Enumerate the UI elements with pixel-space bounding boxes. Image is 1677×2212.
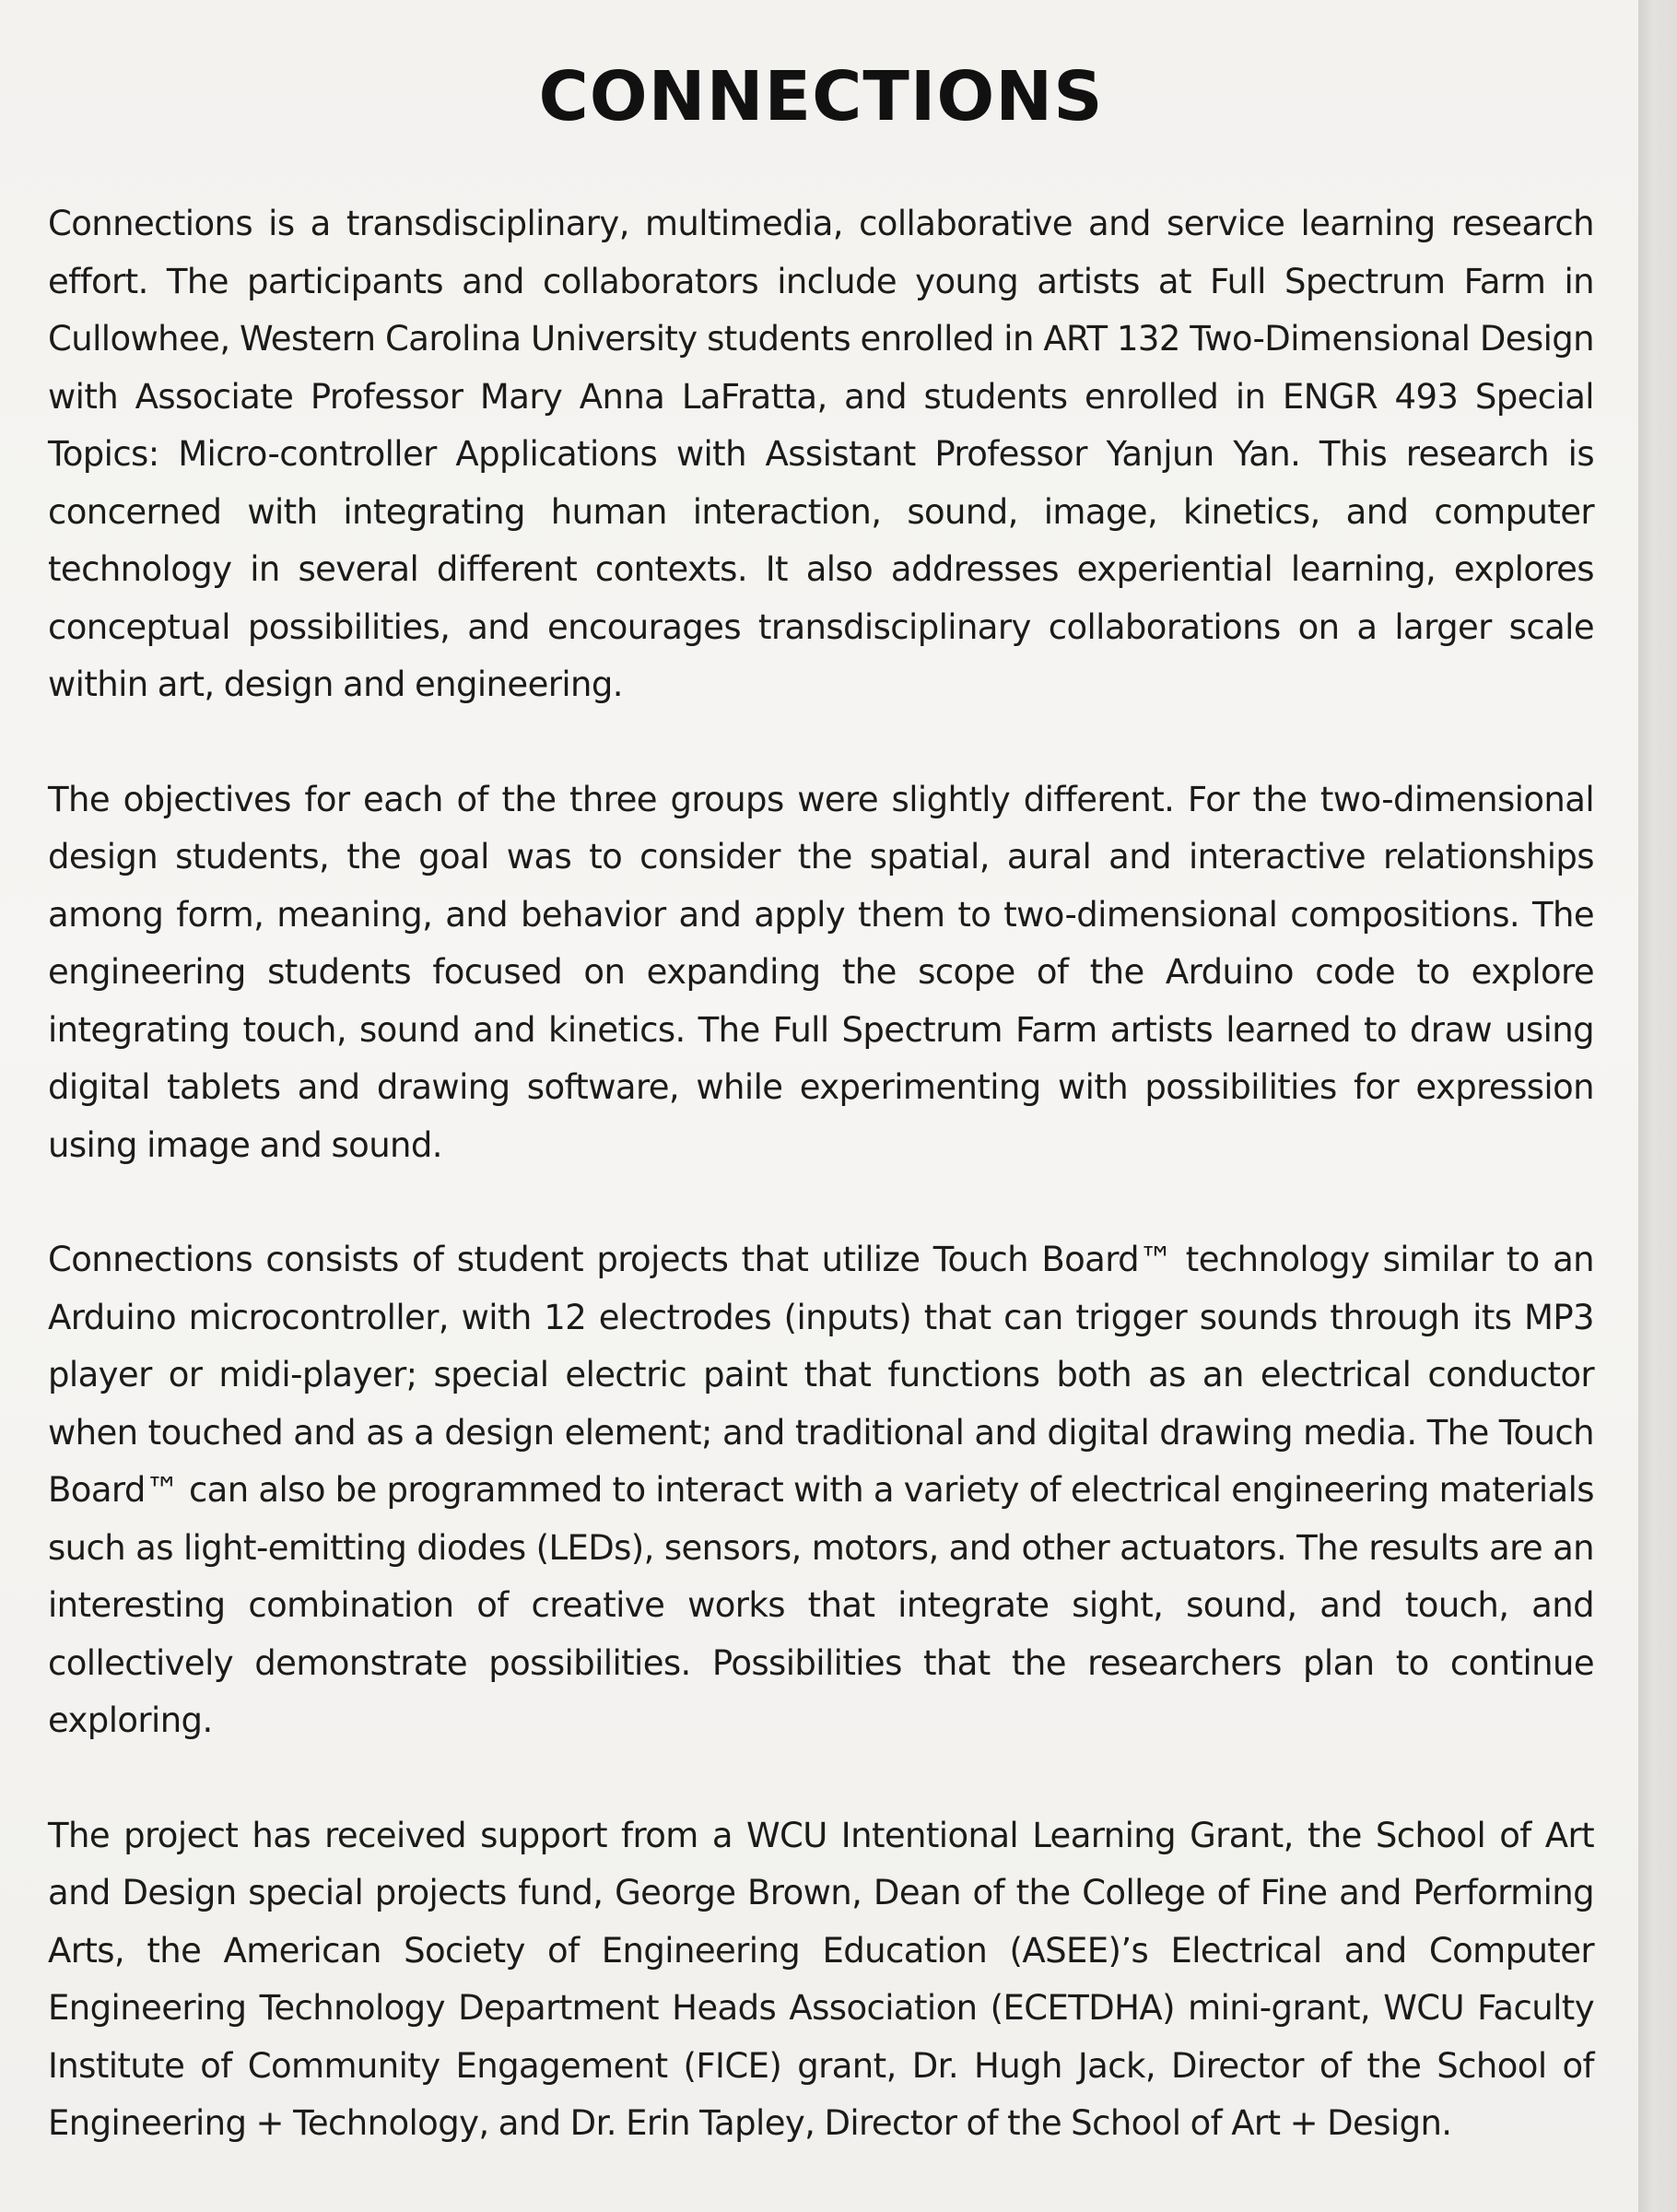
panel-body (48, 195, 1594, 2153)
paragraph-intro: Connections is a transdisciplinary, multimedia, collaborative and service learning research effort. The participants and collaborators include young artists at Full Spectrum Farm in Cullowhee, Western Carolina University students enrolled in ART 132 Two-Dimensional Design with Associate Professor Mary Anna LaFratta, and students enrolled in ENGR 493 Special Topics: Micro-controller Applications with Assistant Professor Yanjun Yan. This research is concerned with integrating human interaction, sound, image, kinetics, and computer technology in several different contexts. It also addresses experiential learning, explores conceptual possibilities, and encourages transdisciplinary collaborations on a larger scale within art, design and engineering. (48, 204, 1594, 704)
paragraph-support: The project has received support from a WCU Intentional Learning Grant, the School of Art and Design special projects fund, George Brown, Dean of the College of Fine and Performing Arts, the American Society of Engineering Education (ASEE)’s Electrical and Computer Engineering Technology Department Heads Association (ECETDHA) mini-grant, WCU Faculty Institute of Community Engagement (FICE) grant, Dr. Hugh Jack, Director of the School of Engineering + Technology, and Dr. Erin Tapley, Director of the School of Art + Design. (48, 1815, 1594, 2143)
panel-side-edge (1638, 0, 1677, 2212)
paragraph-objectives: The objectives for each of the three groups were slightly different. For the two-dimensional design students, the goal was to consider the spatial, aural and interactive relationships among form, meaning, and behavior and apply them to two-dimensional compositions. The engineering students focused on expanding the scope of the Arduino code to explore integrating touch, sound and kinetics. The Full Spectrum Farm artists learned to draw using digital tablets and drawing software, while experimenting with possibilities for expression using image and sound. (48, 779, 1594, 1165)
paragraph-technology: Connections consists of student projects that utilize Touch Board™ technology similar to an Arduino microcontroller, with 12 electrodes (inputs) that can trigger sounds through its MP3 player or midi-player; special electric paint that functions both as an electrical conductor when touched and as a design element; and traditional and digital drawing media. The Touch Board™ can also be programmed to interact with a variety of electrical engineering materials such as light-emitting diodes (LEDs), sensors, motors, and other actuators. The results are an interesting combination of creative works that integrate sight, sound, and touch, and collectively demonstrate possibilities. Possibilities that the researchers plan to continue exploring. (48, 1240, 1594, 1740)
page-title: CONNECTIONS (538, 57, 1104, 136)
